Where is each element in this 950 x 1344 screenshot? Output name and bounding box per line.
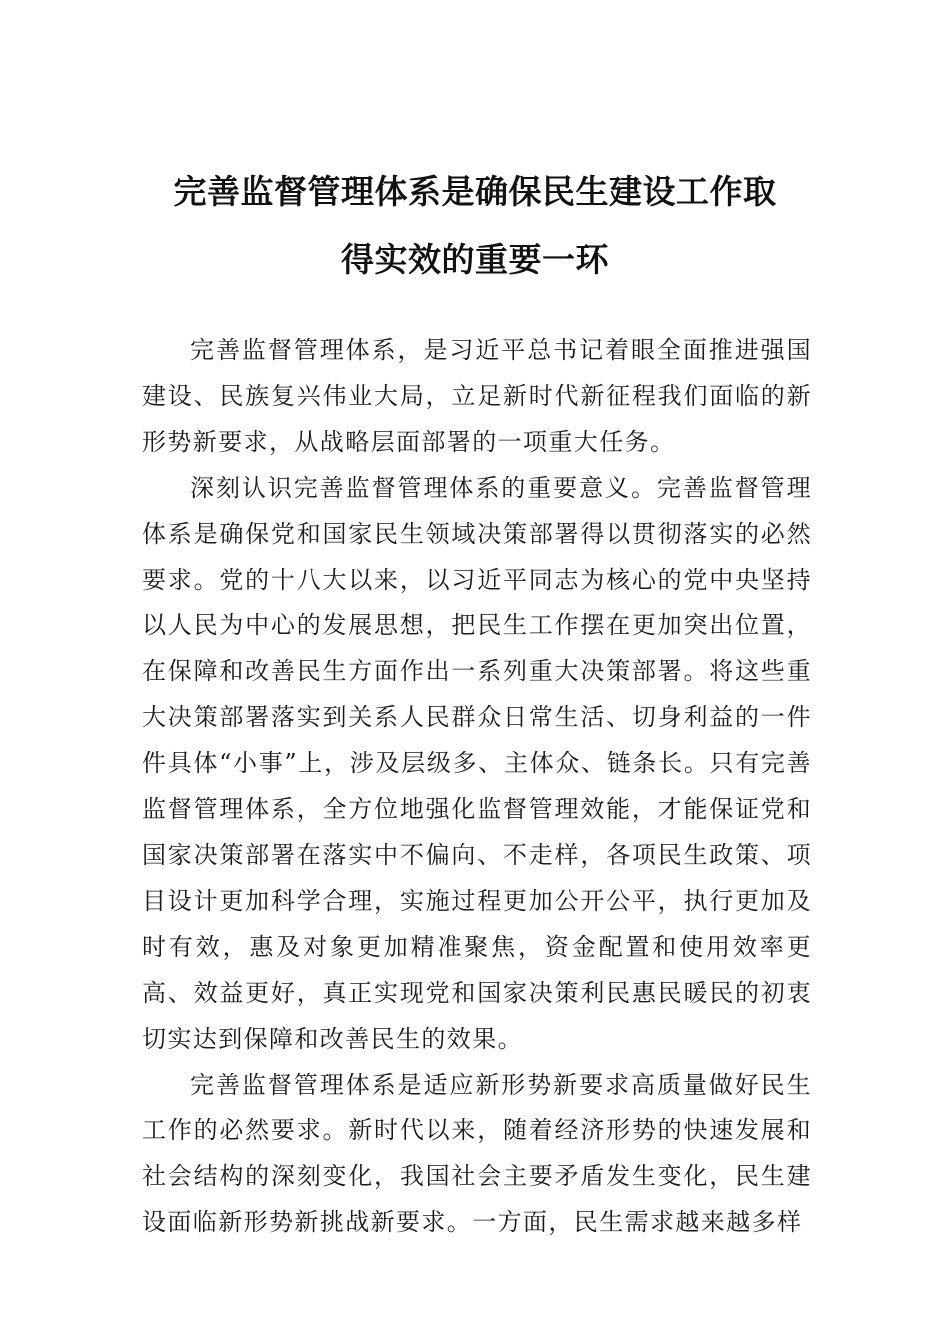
document-title (140, 158, 810, 294)
paragraph-intro: 完善监督管理体系，是习近平总书记着眼全面推进强国建设、民族复兴伟业大局，立足新时代新征程我们面临的新形势新要求，从战略层面部署的一项重大任务。 (142, 336, 812, 456)
paragraph-significance: 深刻认识完善监督管理体系的重要意义。完善监督管理体系是确保党和国家民生领域决策部署得以贯彻落实的必然要求。党的十八大以来，以习近平同志为核心的党中央坚持以人民为中心的发展思想，把民生工作摆在更加突出位置，在保障和改善民生方面作出一系列重大决策部署。将这些重大决策部署落实到关系人民群众日常生活、切身利益的一件件具体“小事”上，涉及层级多、主体众、链条长。只有完善监督管理体系，全方位地强化监督管理效能，才能保证党和国家决策部署在落实中不偏向、不走样，各项民生政策、项目设计更加科学合理，实施过程更加公开公平，执行更加及时有效，惠及对象更加精准聚焦，资金配置和使用效率更高、效益更好，真正实现党和国家决策利民惠民暖民的初衷切实达到保障和改善民生的效果。 (142, 473, 812, 1053)
title-line-2: 得实效的重要一环 (341, 240, 609, 279)
paragraph-new-situation: 完善监督管理体系是适应新形势新要求高质量做好民生工作的必然要求。新时代以来，随着经济形势的快速发展和社会结构的深刻变化，我国社会主要矛盾发生变化，民生建设面临新形势新挑战新要求。一方面，民生需求越来越多样 (142, 1070, 812, 1237)
title-line-1: 完善监督管理体系是确保民生建设工作取 (173, 172, 777, 211)
document-body (142, 328, 812, 1246)
